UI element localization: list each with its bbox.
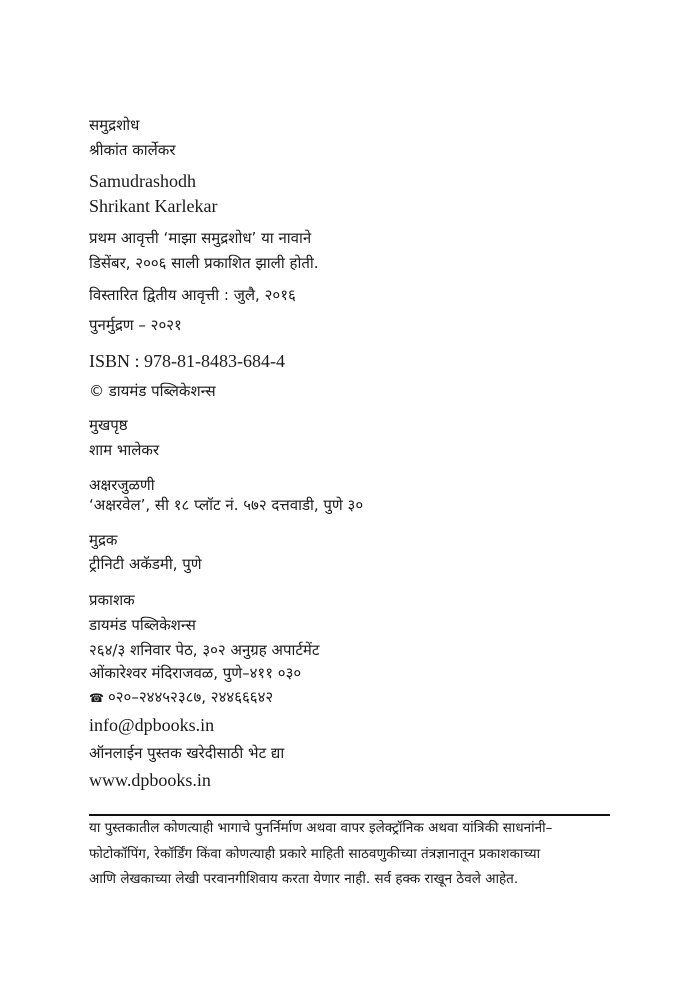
publisher-label: प्रकाशक (89, 591, 135, 609)
printer-value: ट्रीनिटी अकॅडमी, पुणे (89, 555, 202, 573)
publisher-name: डायमंड पब्लिकेशन्स (89, 616, 196, 634)
online-purchase-text: ऑनलाईन पुस्तक खरेदीसाठी भेट द्या (89, 744, 285, 762)
publisher-email[interactable]: info@dpbooks.in (89, 715, 215, 735)
publisher-address2: ओंकारेश्वर मंदिराजवळ, पुणे–४११ ०३० (89, 664, 302, 682)
cover-label: मुखपृष्ठ (89, 416, 128, 434)
cover-artist: शाम भालेकर (89, 441, 160, 459)
title-english: Samudrashodh (89, 171, 196, 191)
disclaimer-line1: या पुस्तकातील कोणत्याही भागाचे पुनर्निर्माण अथवा वापर इलेक्ट्रॉनिक अथवा यांत्रिकी साधनांनी– (89, 820, 553, 836)
publisher-address1: २६४/३ शनिवार पेठ, ३०२ अनुग्रह अपार्टमेंट (89, 641, 320, 659)
isbn: ISBN : 978-81-8483-684-4 (89, 351, 285, 371)
first-edition-line1: प्रथम आवृत्ती ‘माझा समुद्रशोध’ या नावाने (89, 229, 312, 247)
phone-icon: ☎ (89, 691, 104, 705)
publisher-website[interactable]: www.dpbooks.in (89, 770, 211, 790)
copyright: © डायमंड पब्लिकेशन्स (89, 382, 216, 400)
typesetting-value: ‘अक्षरवेल’, सी १८ प्लॉट नं. ५७२ दत्तवाडी, पुणे ३० (89, 496, 364, 514)
typesetting-label: अक्षरजुळणी (89, 476, 155, 494)
author-marathi: श्रीकांत कार्लेकर (89, 141, 176, 159)
disclaimer-line2: फोटोकॉपिंग, रेकॉर्डिंग किंवा कोणत्याही प्रकारे माहिती साठवणुकीच्या तंत्रज्ञानातून प्रकाशकाच्या (89, 846, 541, 862)
publisher-phone-line (89, 690, 273, 705)
publisher-phone: ०२०–२४४५२३८७, २४४६६६४२ (107, 688, 274, 706)
divider-rule (89, 814, 610, 816)
disclaimer-line3: आणि लेखकाच्या लेखी परवानगीशिवाय करता येणार नाही. सर्व हक्क राखून ठेवले आहेत. (89, 871, 519, 887)
first-edition-line2: डिसेंबर, २००६ साली प्रकाशित झाली होती. (89, 254, 319, 272)
title-marathi: समुद्रशोध (89, 116, 140, 134)
second-edition: विस्तारित द्वितीय आवृत्ती : जुलै, २०१६ (89, 286, 296, 304)
printer-label: मुद्रक (89, 531, 118, 549)
reprint: पुनर्मुद्रण – २०२१ (89, 316, 182, 334)
author-english: Shrikant Karlekar (89, 196, 218, 216)
